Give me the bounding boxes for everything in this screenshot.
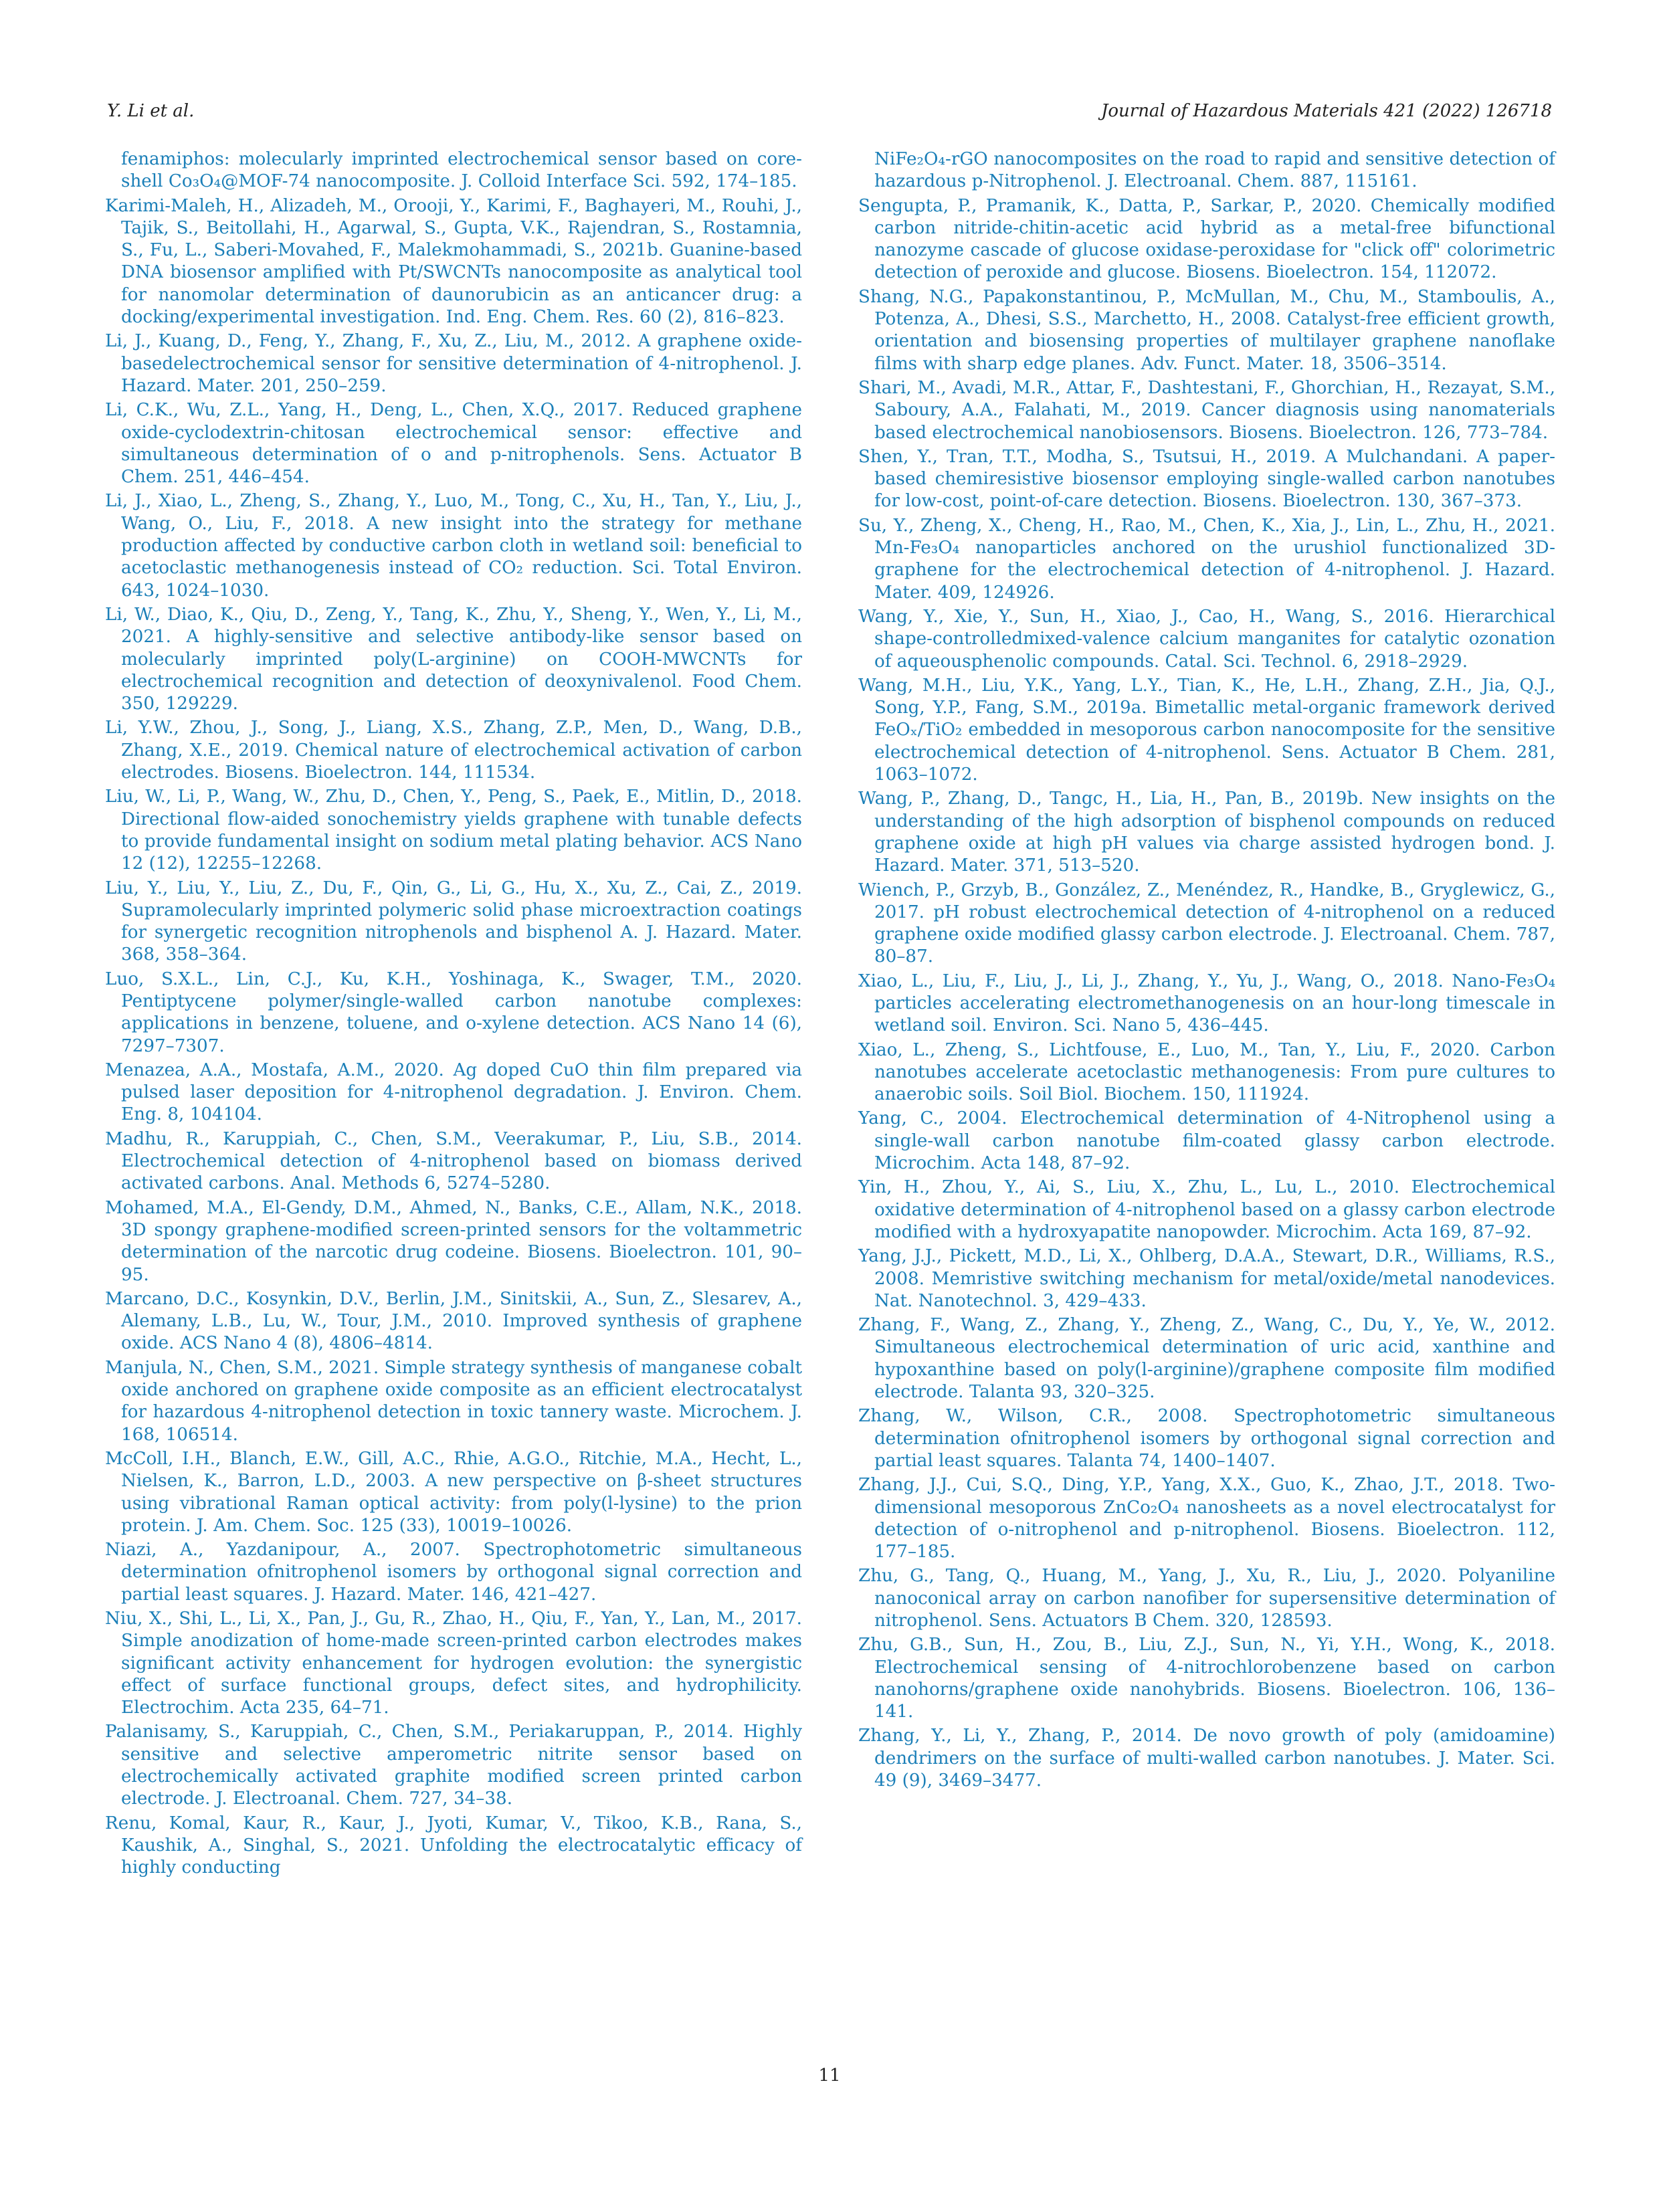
reference-item[interactable]: Wang, M.H., Liu, Y.K., Yang, L.Y., Tian, K., He, L.H., Zhang, Z.H., Jia, Q.J., Song, Y.P., Fang, S.M., 2019a. Bimetallic metal-organic framework derived FeOₓ/TiO₂ embedded in mesoporous carbon nanocomposite for the sensitive electrochemical detection of 4-nitrophenol. Sens. Actuator B Chem. 281, 1063–1072. <box>858 675 1555 785</box>
running-head-journal: Journal of Hazardous Materials 421 (2022) 126718 <box>1100 101 1552 121</box>
reference-item[interactable]: Su, Y., Zheng, X., Cheng, H., Rao, M., Chen, K., Xia, J., Lin, L., Zhu, H., 2021. Mn-Fe₃O₄ nanoparticles anchored on the urushiol functionalized 3D-graphene for the electrochemical detection of 4-nitrophenol. J. Hazard. Mater. 409, 124926. <box>858 515 1555 603</box>
reference-item[interactable]: Zhu, G.B., Sun, H., Zou, B., Liu, Z.J., Sun, N., Yi, Y.H., Wong, K., 2018. Electrochemical sensing of 4-nitrochlorobenzene based on carbon nanohorns/graphene oxide nanohybrids. Biosens. Bioelectron. 106, 136–141. <box>858 1635 1555 1722</box>
reference-item[interactable]: Manjula, N., Chen, S.M., 2021. Simple strategy synthesis of manganese cobalt oxide anchored on graphene oxide composite as an efficient electrocatalyst for hazardous 4-nitrophenol detection in toxic tannery waste. Microchem. J. 168, 106514. <box>105 1357 802 1445</box>
reference-item[interactable]: Yin, H., Zhou, Y., Ai, S., Liu, X., Zhu, L., Lu, L., 2010. Electrochemical oxidative determination of 4-nitrophenol based on a glassy carbon electrode modified with a hydroxyapatite nanopowder. Microchim. Acta 169, 87–92. <box>858 1177 1555 1242</box>
reference-column-left <box>105 148 802 1882</box>
reference-item[interactable]: Luo, S.X.L., Lin, C.J., Ku, K.H., Yoshinaga, K., Swager, T.M., 2020. Pentiptycene polymer/single-walled carbon nanotube complexes: applications in benzene, toluene, and o-xylene detection. ACS Nano 14 (6), 7297–7307. <box>105 969 802 1056</box>
reference-item[interactable]: Niu, X., Shi, L., Li, X., Pan, J., Gu, R., Zhao, H., Qiu, F., Yan, Y., Lan, M., 2017. Simple anodization of home-made screen-printed carbon electrodes makes significant activity enhancement for hydrogen evolution: the synergistic effect of surface functional groups, defect sites, and hydrophilicity. Electrochim. Acta 235, 64–71. <box>105 1609 802 1718</box>
reference-column-right <box>858 148 1555 1794</box>
reference-item[interactable]: Li, J., Xiao, L., Zheng, S., Zhang, Y., Luo, M., Tong, C., Xu, H., Tan, Y., Liu, J., Wang, O., Liu, F., 2018. A new insight into the strategy for methane production affected by conductive carbon cloth in wetland soil: beneficial to acetoclastic methanogenesis instead of CO₂ reduction. Sci. Total Environ. 643, 1024–1030. <box>105 491 802 601</box>
reference-item[interactable]: Sengupta, P., Pramanik, K., Datta, P., Sarkar, P., 2020. Chemically modified carbon nitride-chitin-acetic acid hybrid as a metal-free bifunctional nanozyme cascade of glucose oxidase-peroxidase for "click off" colorimetric detection of peroxide and glucose. Biosens. Bioelectron. 154, 112072. <box>858 195 1555 283</box>
reference-item[interactable]: Li, C.K., Wu, Z.L., Yang, H., Deng, L., Chen, X.Q., 2017. Reduced graphene oxide-cyclodextrin-chitosan electrochemical sensor: effective and simultaneous determination of o and p-nitrophenols. Sens. Actuator B Chem. 251, 446–454. <box>105 400 802 488</box>
reference-item[interactable]: Menazea, A.A., Mostafa, A.M., 2020. Ag doped CuO thin film prepared via pulsed laser deposition for 4-nitrophenol degradation. J. Environ. Chem. Eng. 8, 104104. <box>105 1060 802 1125</box>
reference-item[interactable]: Shang, N.G., Papakonstantinou, P., McMullan, M., Chu, M., Stamboulis, A., Potenza, A., Dhesi, S.S., Marchetto, H., 2008. Catalyst-free efficient growth, orientation and biosensing properties of multilayer graphene nanoflake films with sharp edge planes. Adv. Funct. Mater. 18, 3506–3514. <box>858 286 1555 374</box>
running-head-authors: Y. Li et al. <box>107 101 195 121</box>
reference-item[interactable]: Shen, Y., Tran, T.T., Modha, S., Tsutsui, H., 2019. A Mulchandani. A paper-based chemiresistive biosensor employing single-walled carbon nanotubes for low-cost, point-of-care detection. Biosens. Bioelectron. 130, 367–373. <box>858 446 1555 512</box>
reference-item[interactable]: Li, J., Kuang, D., Feng, Y., Zhang, F., Xu, Z., Liu, M., 2012. A graphene oxide-basedelectrochemical sensor for sensitive determination of 4-nitrophenol. J. Hazard. Mater. 201, 250–259. <box>105 331 802 396</box>
reference-item[interactable]: McColl, I.H., Blanch, E.W., Gill, A.C., Rhie, A.G.O., Ritchie, M.A., Hecht, L., Nielsen, K., Barron, L.D., 2003. A new perspective on β-sheet structures using vibrational Raman optical activity: from poly(l-lysine) to the prion protein. J. Am. Chem. Soc. 125 (33), 10019–10026. <box>105 1448 802 1536</box>
reference-item[interactable]: Wang, P., Zhang, D., Tangc, H., Lia, H., Pan, B., 2019b. New insights on the understanding of the high adsorption of bisphenol compounds on reduced graphene oxide at high pH values via charge assisted hydrogen bond. J. Hazard. Mater. 371, 513–520. <box>858 789 1555 876</box>
reference-columns <box>105 148 1555 2122</box>
reference-item[interactable]: Liu, Y., Liu, Y., Liu, Z., Du, F., Qin, G., Li, G., Hu, X., Xu, Z., Cai, Z., 2019. Supramolecularly imprinted polymeric solid phase microextraction coatings for synergetic recognition nitrophenols and bisphenol A. J. Hazard. Mater. 368, 358–364. <box>105 878 802 965</box>
reference-item[interactable]: Liu, W., Li, P., Wang, W., Zhu, D., Chen, Y., Peng, S., Paek, E., Mitlin, D., 2018. Directional flow-aided sonochemistry yields graphene with tunable defects to provide fundamental insight on sodium metal plating behavior. ACS Nano 12 (12), 12255–12268. <box>105 787 802 874</box>
reference-item[interactable]: Palanisamy, S., Karuppiah, C., Chen, S.M., Periakaruppan, P., 2014. Highly sensitive and selective amperometric nitrite sensor based on electrochemically activated graphite modified screen printed carbon electrode. J. Electroanal. Chem. 727, 34–38. <box>105 1722 802 1809</box>
reference-item[interactable]: Karimi-Maleh, H., Alizadeh, M., Orooji, Y., Karimi, F., Baghayeri, M., Rouhi, J., Tajik, S., Beitollahi, H., Agarwal, S., Gupta, V.K., Rajendran, S., Rostamnia, S., Fu, L., Saberi-Movahed, F., Malekmohammadi, S., 2021b. Guanine-based DNA biosensor amplified with Pt/SWCNTs nanocomposite as analytical tool for nanomolar determination of daunorubicin as an anticancer drug: a docking/experimental investigation. Ind. Eng. Chem. Res. 60 (2), 816–823. <box>105 195 802 328</box>
reference-item[interactable]: Wiench, P., Grzyb, B., González, Z., Menéndez, R., Handke, B., Gryglewicz, G., 2017. pH robust electrochemical detection of 4-nitrophenol on a reduced graphene oxide modified glassy carbon electrode. J. Electroanal. Chem. 787, 80–87. <box>858 880 1555 967</box>
reference-item[interactable]: Wang, Y., Xie, Y., Sun, H., Xiao, J., Cao, H., Wang, S., 2016. Hierarchical shape-controlledmixed-valence calcium manganites for catalytic ozonation of aqueousphenolic compounds. Catal. Sci. Technol. 6, 2918–2929. <box>858 606 1555 672</box>
reference-item[interactable]: Shari, M., Avadi, M.R., Attar, F., Dashtestani, F., Ghorchian, H., Rezayat, S.M., Saboury, A.A., Falahati, M., 2019. Cancer diagnosis using nanomaterials based electrochemical nanobiosensors. Biosens. Bioelectron. 126, 773–784. <box>858 377 1555 443</box>
reference-item[interactable]: Renu, Komal, Kaur, R., Kaur, J., Jyoti, Kumar, V., Tikoo, K.B., Rana, S., Kaushik, A., Singhal, S., 2021. Unfolding the electrocatalytic efficacy of highly conducting <box>105 1813 802 1878</box>
reference-item[interactable]: Li, W., Diao, K., Qiu, D., Zeng, Y., Tang, K., Zhu, Y., Sheng, Y., Wen, Y., Li, M., 2021. A highly-sensitive and selective antibody-like sensor based on molecularly imprinted poly(L-arginine) on COOH-MWCNTs for electrochemical recognition and detection of deoxynivalenol. Food Chem. 350, 129229. <box>105 604 802 714</box>
reference-item[interactable]: fenamiphos: molecularly imprinted electrochemical sensor based on core-shell Co₃O₄@MOF-74 nanocomposite. J. Colloid Interface Sci. 592, 174–185. <box>121 149 802 192</box>
reference-item[interactable]: Zhang, J.J., Cui, S.Q., Ding, Y.P., Yang, X.X., Guo, K., Zhao, J.T., 2018. Two-dimensional mesoporous ZnCo₂O₄ nanosheets as a novel electrocatalyst for detection of o-nitrophenol and p-nitrophenol. Biosens. Bioelectron. 112, 177–185. <box>858 1475 1555 1563</box>
reference-item[interactable]: Madhu, R., Karuppiah, C., Chen, S.M., Veerakumar, P., Liu, S.B., 2014. Electrochemical detection of 4-nitrophenol based on biomass derived activated carbons. Anal. Methods 6, 5274–5280. <box>105 1128 802 1194</box>
reference-item[interactable]: Zhang, F., Wang, Z., Zhang, Y., Zheng, Z., Wang, C., Du, Y., Ye, W., 2012. Simultaneous electrochemical determination of uric acid, xanthine and hypoxanthine based on poly(l-arginine)/graphene composite film modified electrode. Talanta 93, 320–325. <box>858 1315 1555 1403</box>
reference-item[interactable]: Zhu, G., Tang, Q., Huang, M., Yang, J., Xu, R., Liu, J., 2020. Polyaniline nanoconical array on carbon nanofiber for supersensitive determination of nitrophenol. Sens. Actuators B Chem. 320, 128593. <box>858 1566 1555 1631</box>
reference-item[interactable]: Marcano, D.C., Kosynkin, D.V., Berlin, J.M., Sinitskii, A., Sun, Z., Slesarev, A., Alemany, L.B., Lu, W., Tour, J.M., 2010. Improved synthesis of graphene oxide. ACS Nano 4 (8), 4806–4814. <box>105 1288 802 1354</box>
running-head <box>104 91 1555 131</box>
reference-item[interactable]: Yang, J.J., Pickett, M.D., Li, X., Ohlberg, D.A.A., Stewart, D.R., Williams, R.S., 2008. Memristive switching mechanism for metal/oxide/metal nanodevices. Nat. Nanotechnol. 3, 429–433. <box>858 1246 1555 1311</box>
reference-item[interactable]: Mohamed, M.A., El-Gendy, D.M., Ahmed, N., Banks, C.E., Allam, N.K., 2018. 3D spongy graphene-modified screen-printed sensors for the voltammetric determination of the narcotic drug codeine. Biosens. Bioelectron. 101, 90–95. <box>105 1197 802 1285</box>
reference-item[interactable]: Xiao, L., Zheng, S., Lichtfouse, E., Luo, M., Tan, Y., Liu, F., 2020. Carbon nanotubes accelerate acetoclastic methanogenesis: From pure cultures to anaerobic soils. Soil Biol. Biochem. 150, 111924. <box>858 1039 1555 1105</box>
reference-item[interactable]: Zhang, Y., Li, Y., Zhang, P., 2014. De novo growth of poly (amidoamine) dendrimers on the surface of multi-walled carbon nanotubes. J. Mater. Sci. 49 (9), 3469–3477. <box>858 1726 1555 1791</box>
reference-item[interactable]: Li, Y.W., Zhou, J., Song, J., Liang, X.S., Zhang, Z.P., Men, D., Wang, D.B., Zhang, X.E., 2019. Chemical nature of electrochemical activation of carbon electrodes. Biosens. Bioelectron. 144, 111534. <box>105 718 802 783</box>
reference-item[interactable]: Xiao, L., Liu, F., Liu, J., Li, J., Zhang, Y., Yu, J., Wang, O., 2018. Nano-Fe₃O₄ particles accelerating electromethanogenesis on an hour-long timescale in wetland soil. Environ. Sci. Nano 5, 436–445. <box>858 971 1555 1036</box>
reference-item[interactable]: Niazi, A., Yazdanipour, A., 2007. Spectrophotometric simultaneous determination ofnitrophenol isomers by orthogonal signal correction and partial least squares. J. Hazard. Mater. 146, 421–427. <box>105 1540 802 1605</box>
reference-item[interactable]: NiFe₂O₄-rGO nanocomposites on the road to rapid and sensitive detection of hazardous p-Nitrophenol. J. Electroanal. Chem. 887, 115161. <box>874 149 1555 192</box>
page-number: 11 <box>818 2066 841 2086</box>
reference-item[interactable]: Zhang, W., Wilson, C.R., 2008. Spectrophotometric simultaneous determination ofnitrophenol isomers by orthogonal signal correction and partial least squares. Talanta 74, 1400–1407. <box>858 1406 1555 1471</box>
reference-item[interactable]: Yang, C., 2004. Electrochemical determination of 4-Nitrophenol using a single-wall carbon nanotube film-coated glassy carbon electrode. Microchim. Acta 148, 87–92. <box>858 1108 1555 1174</box>
